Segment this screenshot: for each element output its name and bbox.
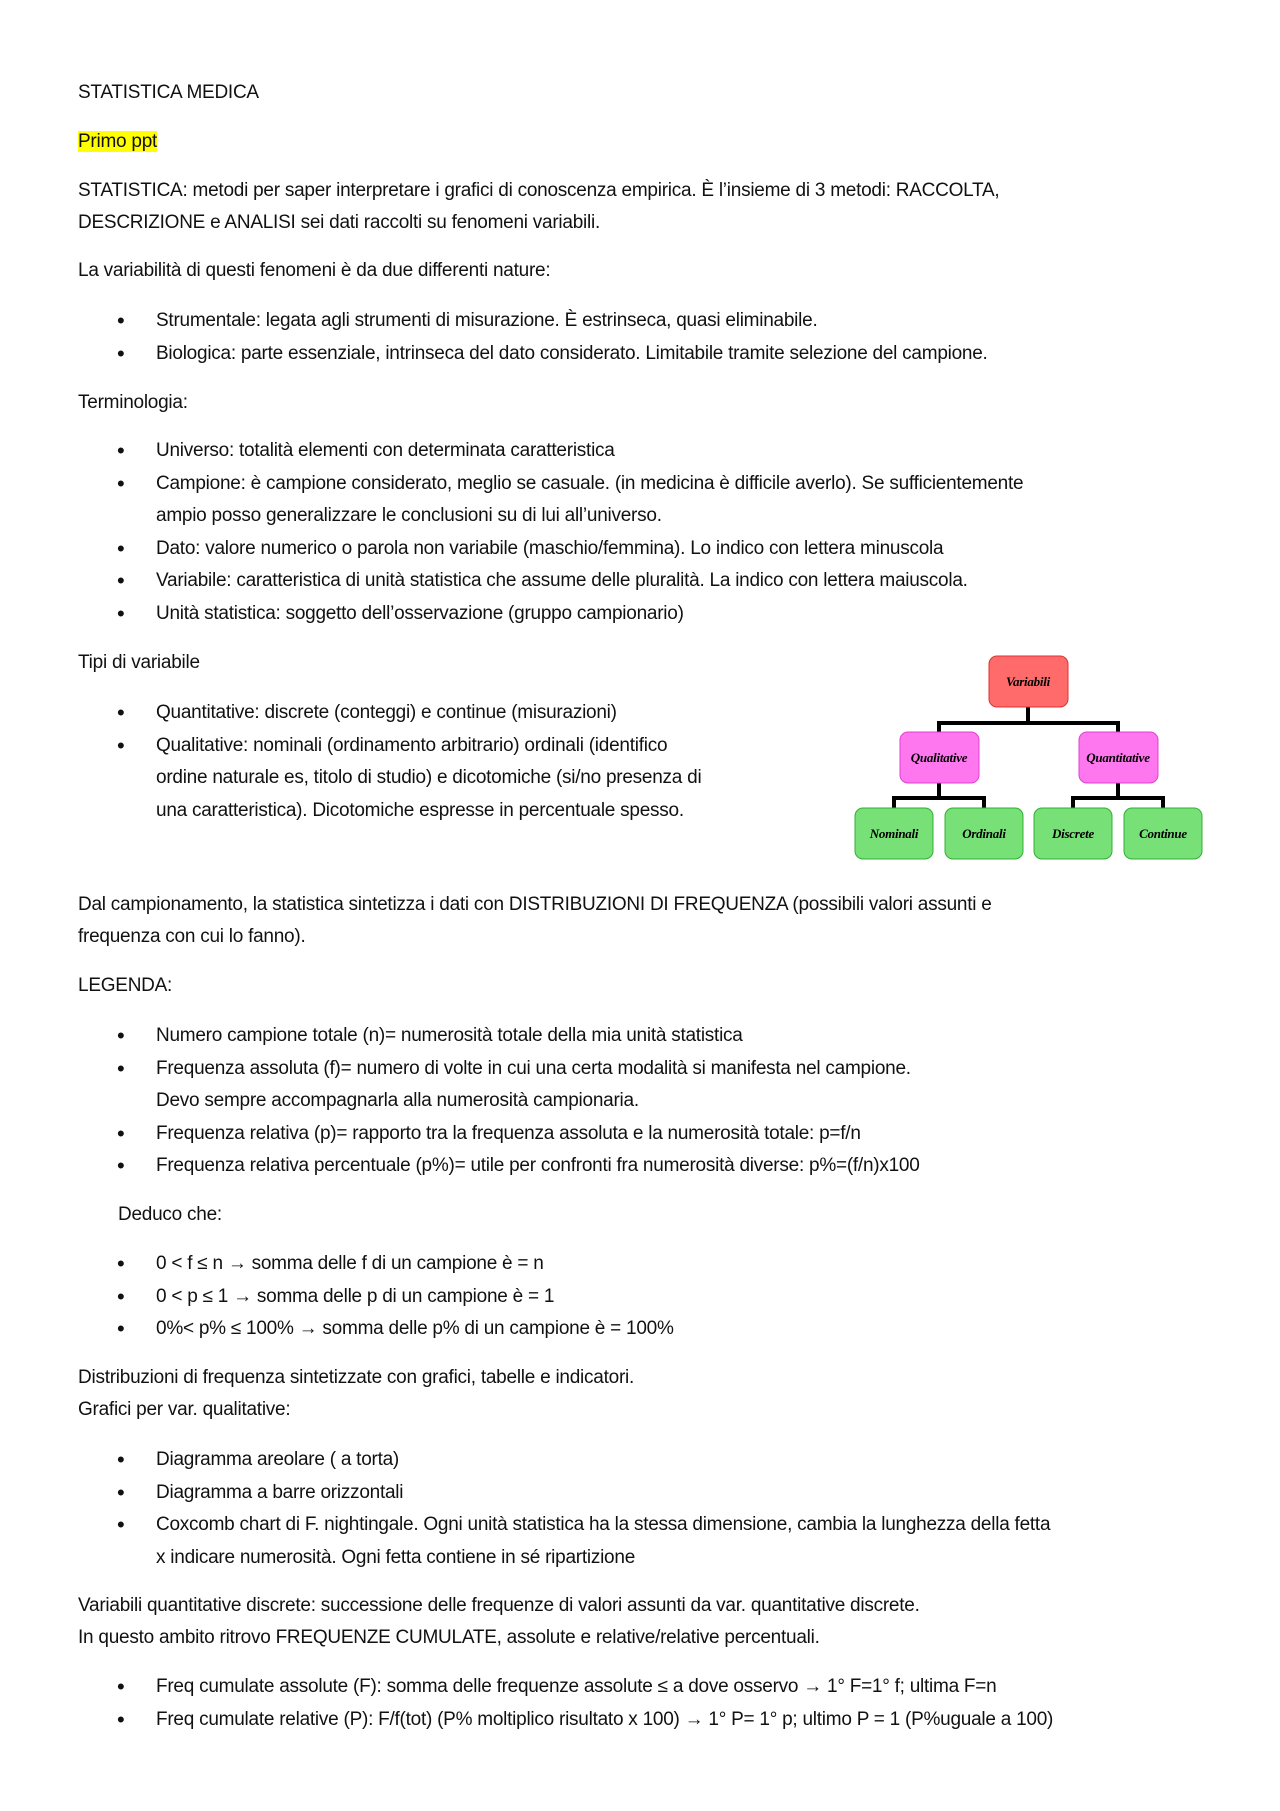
legend-list — [0, 1020, 920, 1183]
terminology-heading: Terminologia: — [78, 392, 188, 413]
deduce-list — [0, 1248, 674, 1346]
section-heading — [78, 126, 157, 158]
bullet-icon: • — [117, 1674, 125, 1699]
bullet-icon: • — [117, 1120, 125, 1146]
document-title: STATISTICA MEDICA — [78, 82, 259, 103]
bullet-icon: • — [117, 1706, 125, 1732]
list-item: • Qualitative: nominali (ordinamento arbitrario) ordinali (identifico ordine naturale es, titolo di studio) e dicotomiche (si/no presenza di una caratteristica). Dicotomiche espresse in percentuale spesso. — [0, 730, 701, 828]
svg-text:Ordinali: Ordinali — [962, 826, 1006, 841]
bullet-icon: • — [117, 438, 125, 463]
list-item: • 0 < f ≤ n → somma delle f di un campione è = n — [0, 1248, 674, 1281]
list-item: • Diagramma areolare ( a torta) — [0, 1444, 1050, 1477]
bullet-icon: • — [117, 600, 125, 626]
svg-text:Variabili: Variabili — [1006, 674, 1050, 689]
list-item: • Campione: è campione considerato, meglio se casuale. (in medicina è difficile averlo). Se sufficientemente ampio posso generalizzare le conclusioni su di lui all’universo. — [0, 468, 1023, 533]
bullet-icon: • — [117, 1023, 125, 1048]
text-line: Distribuzioni di frequenza sintetizzate con grafici, tabelle e indicatori. — [78, 1367, 635, 1388]
list-item: • Strumentale: legata agli strumenti di misurazione. È estrinseca, quasi eliminabile. — [0, 305, 988, 338]
distribution-paragraph — [78, 1362, 634, 1426]
node-discrete — [1034, 808, 1112, 859]
list-item: • Variabile: caratteristica di unità statistica che assume delle pluralità. La indico con lettera maiuscola. — [0, 565, 1023, 598]
variability-list — [0, 305, 988, 370]
node-qualitative — [900, 732, 979, 783]
legend-heading: LEGENDA: — [78, 975, 173, 996]
list-item: • 0 < p ≤ 1 → somma delle p di un campione è = 1 — [0, 1281, 674, 1314]
chart-types-list — [0, 1444, 1050, 1574]
bullet-icon: • — [117, 732, 125, 758]
highlighted-text: Primo ppt — [78, 131, 158, 152]
bullet-icon: • — [117, 340, 125, 366]
list-item: • Frequenza relativa percentuale (p%)= utile per confronti fra numerosità diverse: p%=(f/n)x100 — [0, 1150, 920, 1183]
text-line: STATISTICA: metodi per saper interpretare i grafici di conoscenza empirica. È l’insieme di 3 metodi: RACCOLTA, — [78, 180, 1000, 201]
text-line: Dal campionamento, la statistica sintetizza i dati con DISTRIBUZIONI DI FREQUENZA (possibili valori assunti e — [78, 894, 992, 915]
svg-text:Qualitative: Qualitative — [910, 750, 968, 765]
node-continue — [1124, 808, 1202, 859]
list-item: • Diagramma a barre orizzontali — [0, 1477, 1050, 1510]
list-item: • Biologica: parte essenziale, intrinseca del dato considerato. Limitabile tramite selezione del campione. — [0, 338, 988, 371]
text-line: frequenza con cui lo fanno). — [78, 926, 306, 947]
types-list — [0, 697, 701, 827]
bullet-icon: • — [117, 700, 125, 725]
cumulative-list — [0, 1671, 1053, 1736]
bullet-icon: • — [117, 1251, 125, 1276]
list-item: • Unità statistica: soggetto dell’osservazione (gruppo campionario) — [0, 598, 1023, 631]
list-item: • Universo: totalità elementi con determinata caratteristica — [0, 435, 1023, 468]
bullet-icon: • — [117, 1153, 125, 1178]
node-ordinali — [945, 808, 1023, 859]
list-item: • Dato: valore numerico o parola non variabile (maschio/femmina). Lo indico con lettera minuscola — [0, 533, 1023, 566]
list-item: • Freq cumulate relative (P): F/f(tot) (P% moltiplico risultato x 100) → 1° P= 1° p; ultimo P = 1 (P%uguale a 100) — [0, 1704, 1053, 1737]
text-line: In questo ambito ritrovo FREQUENZE CUMULATE, assolute e relative/relative percentuali. — [78, 1627, 820, 1648]
text-line: Variabili quantitative discrete: successione delle frequenze di valori assunti da var. quantitative discrete. — [78, 1595, 920, 1616]
node-quantitative — [1079, 732, 1158, 783]
variability-heading: La variabilità di questi fenomeni è da due differenti nature: — [78, 260, 551, 281]
list-item: • Quantitative: discrete (conteggi) e continue (misurazioni) — [0, 697, 701, 730]
bullet-icon: • — [117, 1512, 125, 1537]
node-nominali — [855, 808, 933, 859]
bullet-icon: • — [117, 1055, 125, 1081]
variable-types-diagram — [850, 650, 1220, 870]
svg-text:Continue: Continue — [1139, 826, 1187, 841]
svg-text:Quantitative: Quantitative — [1086, 750, 1150, 765]
bullet-icon: • — [117, 1479, 125, 1505]
list-item: • Freq cumulate assolute (F): somma delle frequenze assolute ≤ a dove osservo → 1° F=1° f; ultima F=n — [0, 1671, 1053, 1704]
bullet-icon: • — [117, 568, 125, 593]
deduce-heading: Deduco che: — [118, 1204, 222, 1225]
bullet-icon: • — [117, 535, 125, 561]
types-heading: Tipi di variabile — [78, 652, 200, 673]
text-line: Grafici per var. qualitative: — [78, 1399, 291, 1420]
node-variabili — [989, 656, 1068, 707]
svg-text:Discrete: Discrete — [1051, 826, 1095, 841]
bullet-icon: • — [117, 308, 125, 333]
list-item: • Frequenza assoluta (f)= numero di volte in cui una certa modalità si manifesta nel campione. Devo sempre accompagnarla alla numerosità campionaria. — [0, 1053, 920, 1118]
list-item: • 0%< p% ≤ 100% → somma delle p% di un campione è = 100% — [0, 1313, 674, 1346]
list-item: • Coxcomb chart di F. nightingale. Ogni unità statistica ha la stessa dimensione, cambia la lunghezza della fetta x indicare numerosità. Ogni fetta contiene in sé ripartizione — [0, 1509, 1050, 1574]
discrete-paragraph — [78, 1590, 920, 1654]
bullet-icon: • — [117, 470, 125, 496]
svg-text:Nominali: Nominali — [869, 826, 919, 841]
list-item: • Numero campione totale (n)= numerosità totale della mia unità statistica — [0, 1020, 920, 1053]
bullet-icon: • — [117, 1316, 125, 1341]
terminology-list — [0, 435, 1023, 630]
sampling-paragraph — [78, 889, 992, 953]
list-item: • Frequenza relativa (p)= rapporto tra la frequenza assoluta e la numerosità totale: p=f/n — [0, 1118, 920, 1151]
intro-paragraph — [78, 175, 999, 239]
bullet-icon: • — [117, 1447, 125, 1472]
text-line: DESCRIZIONE e ANALISI sei dati raccolti su fenomeni variabili. — [78, 212, 600, 233]
bullet-icon: • — [117, 1283, 125, 1309]
